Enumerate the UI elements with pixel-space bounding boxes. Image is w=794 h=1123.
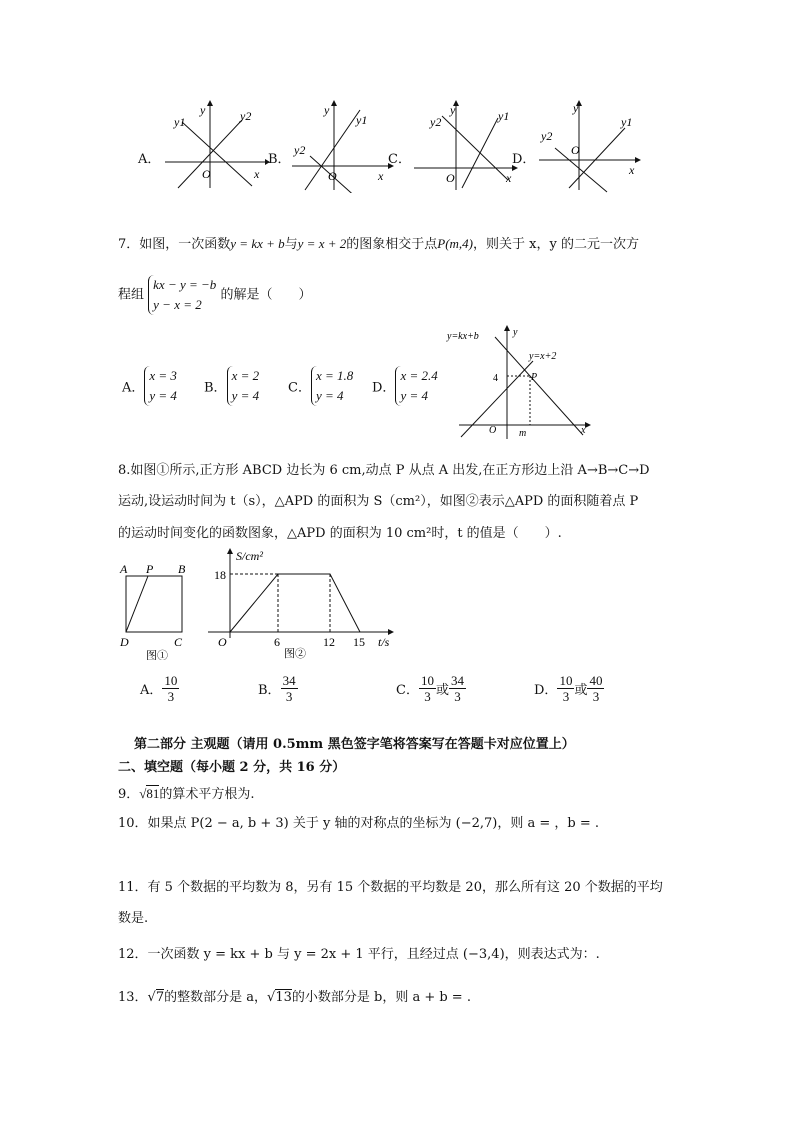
q6-graph-c: [412, 98, 522, 193]
svg-text:y1: y1: [356, 113, 368, 127]
svg-text:y2: y2: [541, 129, 553, 143]
q6-option-a-label: A．: [138, 152, 161, 167]
q7-line1: 7．如图，一次函数y = kx + b与y = x + 2的图象相交于点P(m,4)，则关于 x，y 的二元一次方: [118, 236, 639, 252]
q9: 9．√81的算术平方根为.: [118, 786, 255, 802]
q8-figure-1: [116, 560, 196, 660]
svg-text:O: O: [446, 171, 455, 185]
q8-figure-2: [208, 546, 398, 664]
q8-line1: 8.如图①所示,正方形 ABCD 边长为 6 cm,动点 P 从点 A 出发,在正方形边上沿 A→B→C→D: [118, 463, 650, 478]
svg-text:图②: 图②: [284, 648, 306, 660]
q10: 10．如果点 P(2 − a, b + 3) 关于 y 轴的对称点的坐标为 (−2,7)，则 a = ，b = .: [118, 816, 599, 831]
q7-line2: 程组 kx − y = −b y − x = 2 的解是（ ）: [118, 275, 311, 315]
svg-text:y1: y1: [498, 109, 510, 123]
q6-options: [130, 98, 660, 193]
svg-text:O: O: [489, 425, 497, 436]
section-title: 二、填空题（每小题 2 分，共 16 分）: [118, 760, 346, 775]
sqrt-81: √81: [139, 786, 160, 801]
svg-text:15: 15: [353, 635, 365, 649]
svg-text:x: x: [378, 169, 384, 183]
sqrt-13: √13: [267, 990, 292, 1005]
svg-text:x: x: [629, 163, 635, 177]
svg-text:y1: y1: [621, 115, 633, 129]
svg-text:C: C: [174, 635, 183, 649]
q8-line2: 运动,设运动时间为 t（s），△APD 的面积为 S（cm²），如图②表示△APD 的面积随着点 P: [118, 494, 639, 509]
svg-text:P: P: [146, 562, 154, 576]
svg-text:O: O: [571, 143, 580, 157]
q13: 13．√7的整数部分是 a，√13的小数部分是 b，则 a + b = .: [118, 990, 471, 1005]
q7-equation-system: kx − y = −b y − x = 2: [148, 275, 216, 315]
svg-text:y2: y2: [294, 143, 306, 157]
svg-text:y: y: [513, 327, 518, 338]
svg-text:D: D: [120, 635, 129, 649]
svg-text:y: y: [573, 101, 579, 115]
q11-line2: 数是.: [118, 911, 149, 926]
q6-graph-d: [535, 98, 645, 193]
q6-option-d-label: D．: [512, 152, 536, 167]
svg-text:4: 4: [493, 373, 498, 384]
svg-text:y=kx+b: y=kx+b: [447, 331, 479, 342]
svg-text:m: m: [519, 428, 527, 439]
svg-text:y: y: [200, 103, 206, 117]
svg-text:y: y: [450, 103, 456, 117]
svg-text:x: x: [506, 171, 512, 185]
q12: 12．一次函数 y = kx + b 与 y = 2x + 1 平行，且经过点 (−3,4)，则表达式为：.: [118, 947, 600, 962]
svg-text:y2: y2: [430, 115, 442, 129]
q6-graph-b: [290, 98, 395, 193]
svg-text:t/s: t/s: [378, 635, 390, 649]
svg-text:y: y: [324, 103, 330, 117]
q6-option-c-label: C．: [388, 152, 411, 167]
svg-text:6: 6: [274, 635, 280, 649]
q7-graph: [445, 323, 595, 443]
svg-text:y=x+2: y=x+2: [529, 351, 557, 362]
svg-text:x: x: [254, 167, 260, 181]
svg-text:图①: 图①: [146, 650, 168, 660]
svg-text:O: O: [202, 167, 211, 181]
sqrt-7: √7: [147, 990, 165, 1005]
svg-text:O: O: [218, 635, 227, 649]
q7-options: A．x = 3 y = 4 B．x = 2 y = 4 C．x = 1.8 y = 4 D．x = 2.4 y = 4: [122, 366, 442, 410]
q8-options: A． $\frac{10}{3}$ B． $\frac{34}{3}$ C． $\frac{10}{3}$ 或 $\frac{34}{3}$ D． $\frac{10}{3}$ 或 $\frac{40}{3}$: [140, 673, 603, 704]
svg-text:A: A: [120, 562, 128, 576]
q8-line3: 的运动时间变化的函数图象，△APD 的面积为 10 cm²时，t 的值是（ ）.: [118, 526, 562, 541]
svg-text:P: P: [531, 372, 538, 383]
svg-text:B: B: [178, 562, 186, 576]
part2-title: 第二部分 主观题（请用 0.5mm 黑色签字笔将答案写在答题卡对应位置上）: [134, 737, 575, 752]
q6-option-b-label: B．: [268, 152, 291, 167]
q11-line1: 11．有 5 个数据的平均数为 8，另有 15 个数据的平均数是 20，那么所有这 20 个数据的平均: [118, 880, 663, 895]
svg-text:y2: y2: [240, 109, 252, 123]
svg-text:12: 12: [323, 635, 335, 649]
y1-label: y1: [174, 115, 186, 129]
q6-graph-a: [160, 98, 270, 193]
svg-text:S/cm²: S/cm²: [236, 549, 263, 563]
svg-text:O: O: [328, 169, 337, 183]
svg-text:x: x: [581, 425, 586, 436]
svg-text:18: 18: [214, 568, 226, 582]
